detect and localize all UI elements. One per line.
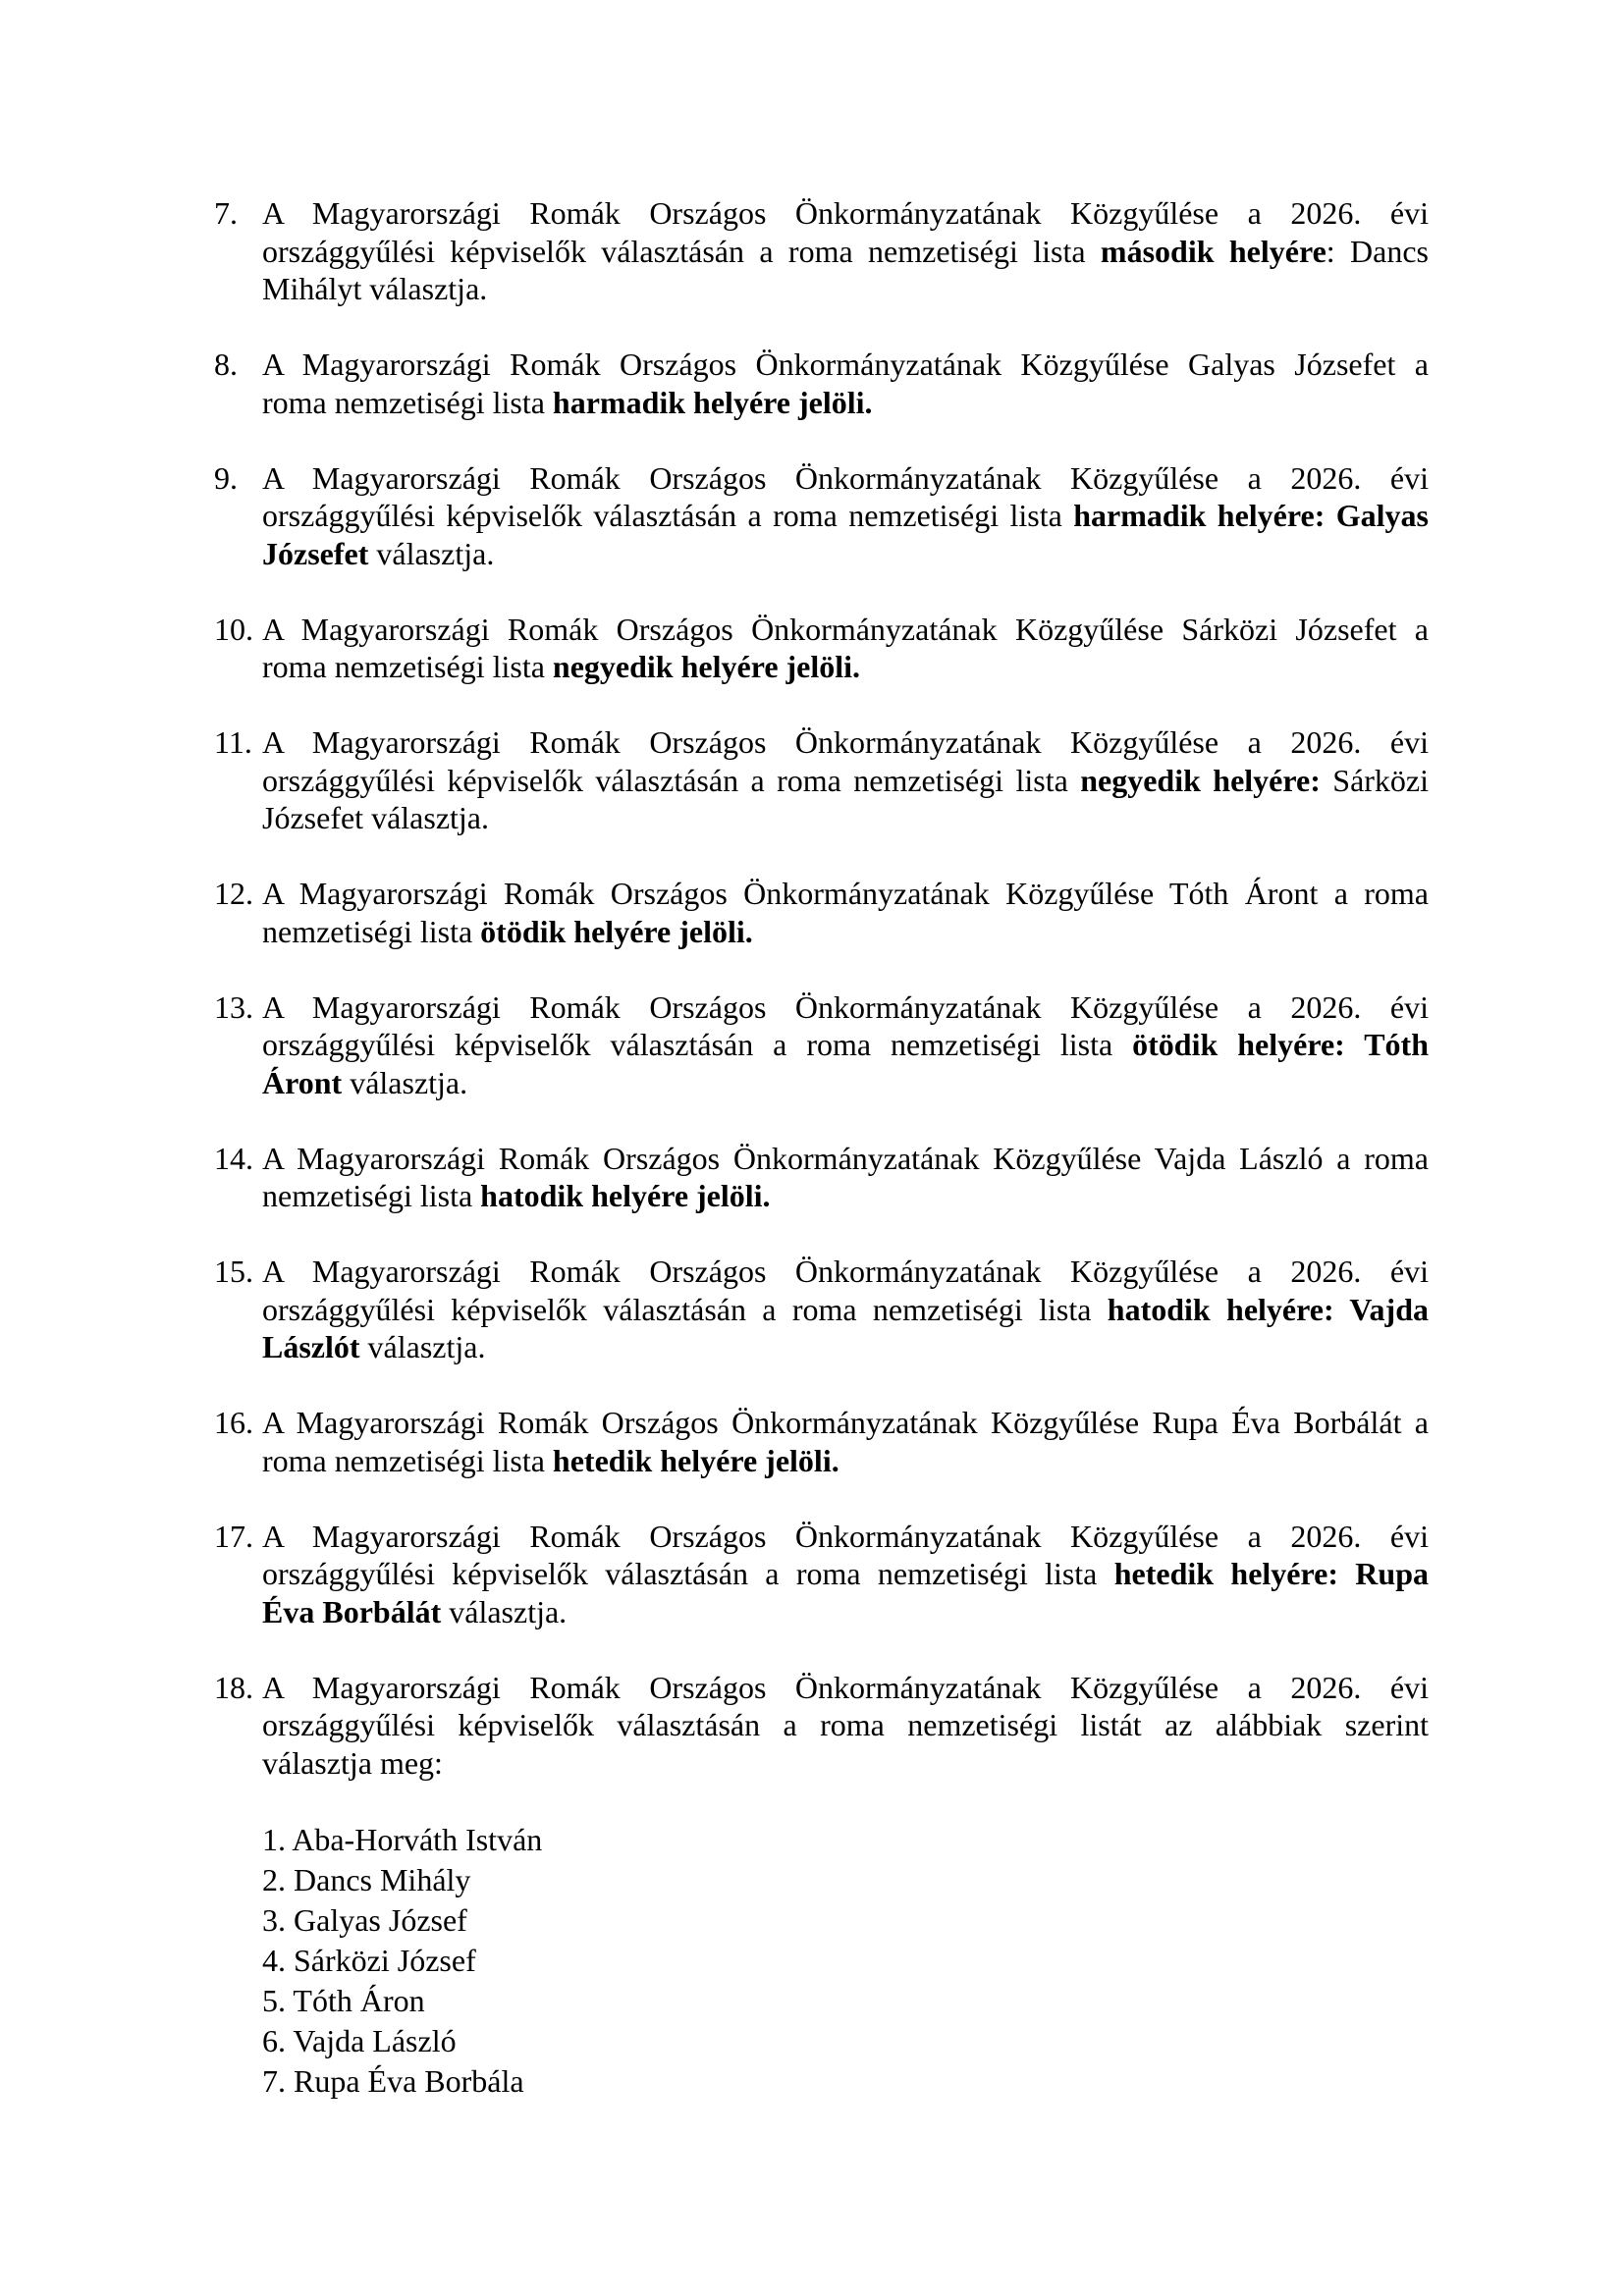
item-text-line [262,270,1429,308]
item-text-line [262,1442,1429,1480]
bold-text: hatodik helyére: Vajda [1107,1291,1430,1327]
item-text-line [262,1669,1429,1707]
item-text-line [262,459,1429,498]
item-text-line [262,1518,1429,1556]
item-text-line [262,1593,1429,1631]
text: Józsefet választja. [262,800,489,835]
text: roma nemzetiségi lista [262,649,553,684]
bold-text: ötödik helyére: Tóth [1132,1027,1430,1062]
item-text-line [262,233,1429,271]
item-number: 7. [214,195,238,231]
bold-text: hatodik helyére jelöli. [480,1178,771,1213]
item-text-line [262,1177,1429,1215]
item-number: 16. [214,1405,253,1440]
final-list-item: 7. Rupa Éva Borbála [262,2062,524,2099]
text: nemzetiségi lista [262,1178,481,1213]
text: A Magyarországi Romák Országos Önkormányzatának Közgyűlése a 2026. évi [262,724,1429,760]
bold-text: ötödik helyére jelöli. [480,913,753,949]
text: A Magyarországi Romák Országos Önkormányzatának Közgyűlése Tóth Áront a roma [262,876,1429,911]
text: A Magyarországi Romák Országos Önkormányzatának Közgyűlése Galyas Józsefet a [262,347,1429,382]
item-text-line [262,1744,1429,1783]
item-text-line [262,1404,1429,1442]
item-number: 8. [214,347,238,382]
text: Mihályt választja. [262,271,488,306]
text: A Magyarországi Romák Országos Önkormányzatának Közgyűlése a 2026. évi [262,195,1429,231]
item-number: 14. [214,1140,253,1176]
item-text-line [262,1253,1429,1291]
text: választja. [368,535,495,571]
bold-text: negyedik helyére: [1080,762,1321,798]
text: A Magyarországi Romák Országos Önkormányzatának Közgyűlése a 2026. évi [262,1254,1429,1289]
item-number: 12. [214,876,253,911]
bold-text: Éva Borbálát [262,1593,442,1629]
text: országgyűlési képviselők választásán a roma nemzetiségi lista [262,1027,1133,1062]
bold-text: második helyére [1100,233,1326,269]
item-number: 11. [214,724,252,760]
final-list-item: 3. Galyas József [262,1901,467,1938]
item-text-line [262,723,1429,762]
text: A Magyarországi Romák Országos Önkormányzatának Közgyűlése a 2026. évi [262,988,1429,1025]
text: : Dancs [1326,233,1430,269]
final-list-item: 5. Tóth Áron [262,1982,425,2018]
item-text-line [262,1706,1429,1744]
text: országgyűlési képviselők választásán a roma nemzetiségi lista [262,233,1101,269]
text: országgyűlési képviselők választásán a roma nemzetiségi lista [262,1556,1114,1591]
text: választja. [441,1593,568,1629]
text: A Magyarországi Romák Országos Önkormányzatának Közgyűlése Vajda László a roma [262,1140,1429,1176]
item-text-line [262,1064,1429,1102]
text: országgyűlési képviselők választásán a roma nemzetiségi listát az alábbiak szerint [262,1707,1429,1742]
final-list-item: 6. Vajda László [262,2022,457,2058]
item-text-line [262,194,1429,233]
text: országgyűlési képviselők választásán a roma nemzetiségi lista [262,762,1081,798]
text: A Magyarországi Romák Országos Önkormányzatának Közgyűlése Sárközi Józsefet a [262,611,1429,647]
text: választja. [342,1064,468,1100]
text: választja meg: [262,1744,443,1781]
item-text-line [262,988,1429,1027]
text: A Magyarországi Romák Országos Önkormányzatának Közgyűlése a 2026. évi [262,1518,1429,1554]
text: roma nemzetiségi lista [262,384,553,420]
text: nemzetiségi lista [262,913,481,949]
item-text-line [262,535,1429,573]
item-text-line [262,875,1429,913]
bold-text: harmadik helyére jelöli. [552,384,873,420]
final-list-item: 4. Sárközi József [262,1942,476,1978]
final-list-item: 2. Dancs Mihály [262,1861,471,1897]
text: választja. [359,1329,486,1364]
item-number: 10. [214,611,253,647]
text: A Magyarországi Romák Országos Önkormányzatának Közgyűlése a 2026. évi [262,459,1429,496]
bold-text: harmadik helyére: Galyas [1073,498,1430,533]
bold-text: Lászlót [262,1329,360,1364]
item-number: 15. [214,1254,253,1289]
item-text-line [262,1140,1429,1178]
item-text-line [262,1026,1429,1064]
item-text-line [262,1328,1429,1366]
text: országgyűlési képviselők választásán a roma nemzetiségi lista [262,498,1074,533]
bold-text: negyedik helyére jelöli. [552,649,861,684]
item-text-line [262,1291,1429,1329]
bold-text: Józsefet [262,535,369,571]
text: A Magyarországi Romák Országos Önkormányzatának Közgyűlése Rupa Éva Borbálát a [262,1405,1429,1440]
bold-text: Áront [262,1064,343,1100]
text: roma nemzetiségi lista [262,1442,553,1478]
item-text-line [262,497,1429,535]
item-text-line [262,913,1429,951]
text: Sárközi [1320,762,1430,798]
text: A Magyarországi Romák Országos Önkormányzatának Közgyűlése a 2026. évi [262,1669,1429,1705]
item-text-line [262,648,1429,686]
final-list-item: 1. Aba-Horváth István [262,1821,543,1857]
item-text-line [262,384,1429,422]
item-text-line [262,799,1429,837]
item-number: 13. [214,988,253,1025]
item-number: 9. [214,459,238,496]
item-number: 18. [214,1669,253,1705]
bold-text: hetedik helyére: Rupa [1113,1556,1430,1591]
item-text-line [262,346,1429,384]
item-text-line [262,762,1429,800]
item-number: 17. [214,1518,253,1554]
bold-text: hetedik helyére jelöli. [552,1442,839,1478]
item-text-line [262,1555,1429,1593]
text: országgyűlési képviselők választásán a roma nemzetiségi lista [262,1291,1108,1327]
item-text-line [262,611,1429,649]
